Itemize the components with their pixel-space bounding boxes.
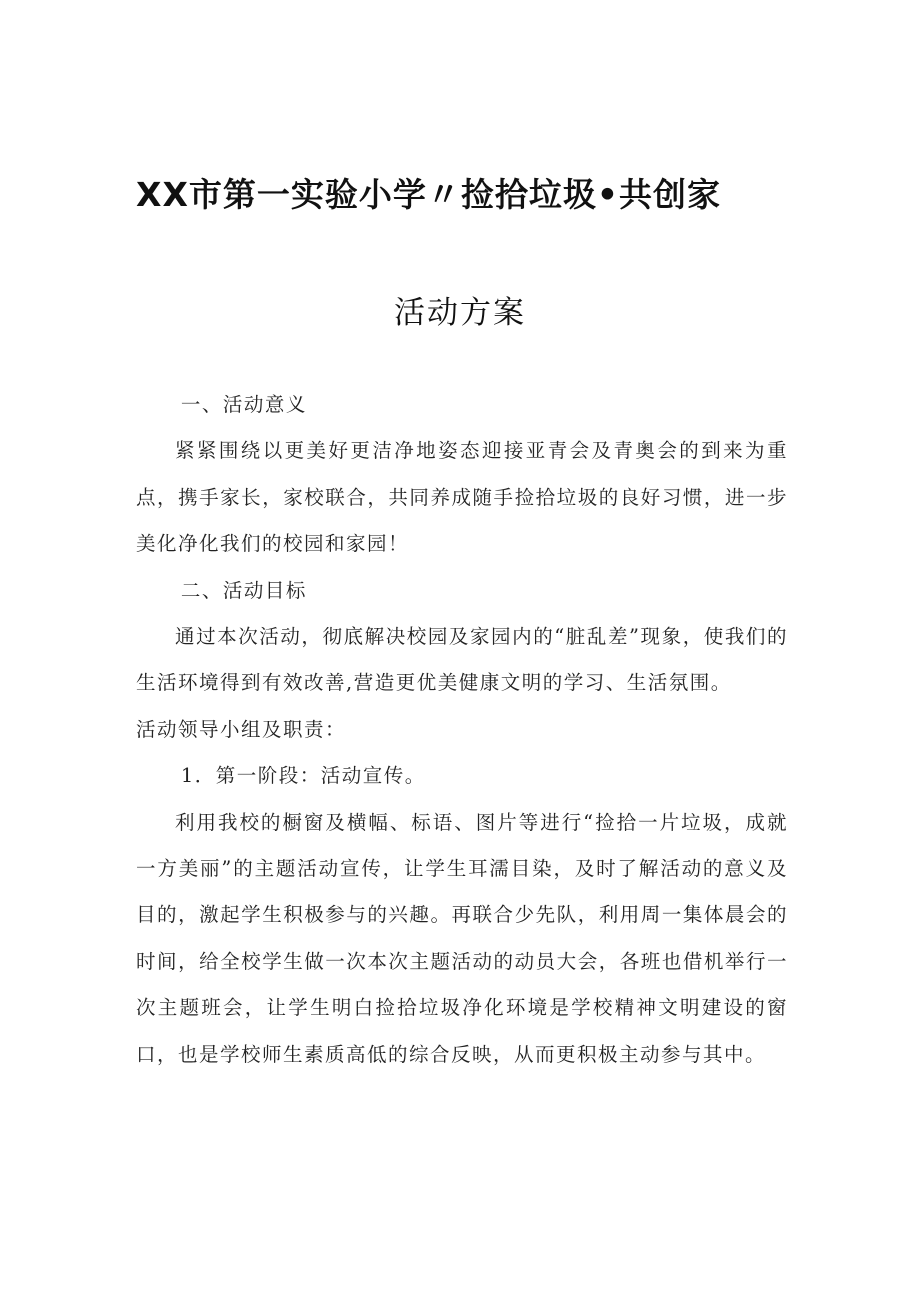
section-heading-significance: 一、活动意义	[180, 393, 307, 416]
section-heading-goals: 二、活动目标	[180, 578, 307, 602]
document-title-line-1: XX市第一实验小学〃捡拾垃圾•共创家	[136, 175, 721, 214]
leadership-group-label: 活动领导小组及职责：	[136, 717, 347, 741]
paragraph-goals: 通过本次活动，彻底解决校园及家园内的“脏乱差”现象，使我们的生活环境得到有效改善,营造更优美健康文明的学习、生活氛围。	[136, 625, 788, 695]
paragraph-phase-one: 利用我校的橱窗及横幅、标语、图片等进行“捡拾一片垃圾，成就一方美丽”的主题活动宣传，让学生耳濡目染，及时了解活动的意义及目的，激起学生积极参与的兴趣。再联合少先队，利用周一集体晨会的时间，给全校学生做一次本次主题活动的动员大会，各班也借机举行一次主题班会，让学生明白捡拾垃圾净化环境是学校精神文明建设的窗口，也是学校师生素质高低的综合反映，从而更积极主动参与其中。	[136, 810, 788, 1066]
document-body	[136, 382, 788, 1078]
section-heading-phase-one: 1．第一阶段：活动宣传。	[180, 764, 426, 788]
document-title-line-2: 活动方案	[394, 295, 526, 331]
paragraph-significance: 紧紧围绕以更美好更洁净地姿态迎接亚青会及青奥会的到来为重点，携手家长，家校联合，共同养成随手捡拾垃圾的良好习惯，进一步美化净化我们的校园和家园！	[136, 439, 788, 556]
